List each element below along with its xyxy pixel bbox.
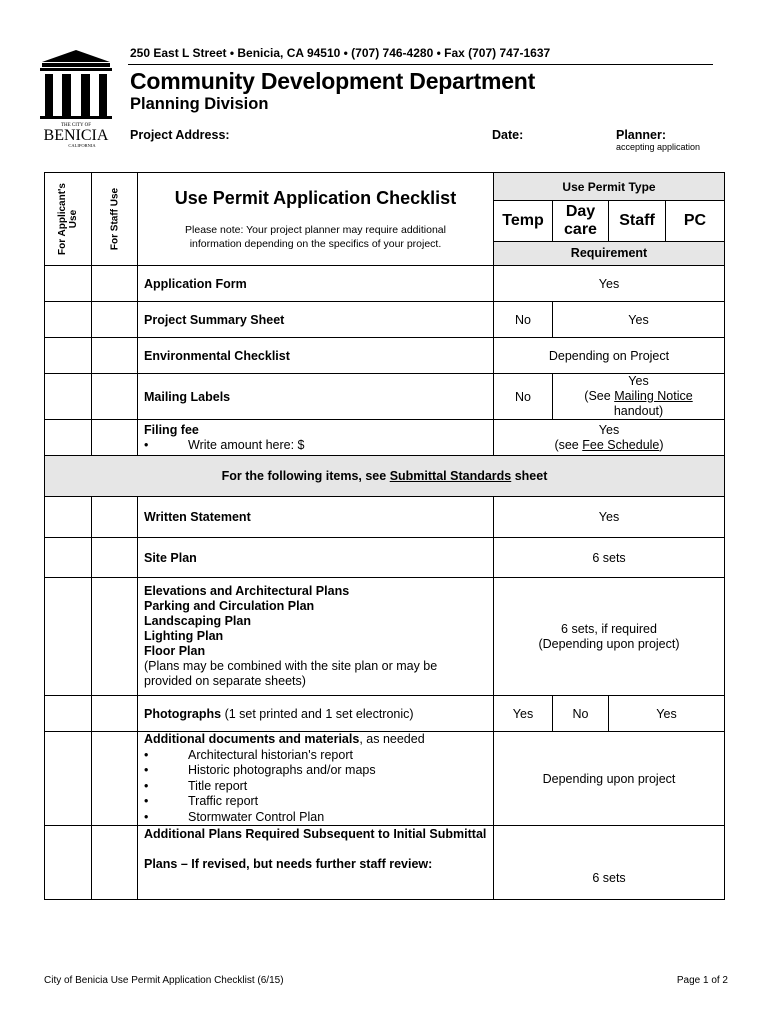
type-daycare: Day care [553, 201, 609, 241]
department-title: Community Development Department [130, 68, 536, 94]
staff-use-column-header: For Staff Use [92, 173, 138, 266]
city-logo [38, 46, 114, 150]
requirement-temp: Yes [494, 696, 553, 732]
page-number: Page 1 of 2 [676, 975, 728, 986]
logo-sub-text: CALIFORNIA [68, 143, 96, 148]
applicant-checkbox[interactable] [45, 338, 92, 374]
checklist-title: Use Permit Application Checklist [174, 187, 457, 208]
requirement-value: Depending upon project [494, 732, 725, 826]
staff-checkbox[interactable] [92, 732, 138, 826]
table-row [45, 826, 725, 900]
requirement-value: Yes [494, 266, 725, 302]
item-label: Filing fee [144, 422, 199, 437]
checklist-note: Please note: Your project planner may require additional information depending on the specifics of your project. [185, 223, 446, 250]
requirement-value: Yes [494, 497, 725, 538]
requirement-temp: No [494, 302, 553, 338]
planner-note: accepting application [616, 142, 701, 152]
staff-checkbox[interactable] [92, 338, 138, 374]
list-item: • Title report [144, 778, 248, 793]
logo-city-name: BENICIA [43, 127, 109, 144]
requirement-value: Yes (see Fee Schedule) [494, 420, 725, 456]
item-label: Photographs (1 set printed and 1 set electronic) [138, 696, 494, 732]
requirement-value: Yes [553, 302, 725, 338]
submittal-standards-link[interactable]: Submittal Standards [389, 469, 512, 483]
subsequent-plans-cell: Additional Plans Required Subsequent to Initial Submittal Plans – If revised, but needs further staff review: [138, 826, 494, 900]
city-hall-logo-icon [38, 46, 114, 150]
table-row [45, 578, 725, 696]
requirement-temp: No [494, 374, 553, 420]
requirement-header: Requirement [494, 241, 725, 265]
division-title: Planning Division [130, 95, 269, 113]
applicant-use-column-header: For Applicant's Use [45, 173, 92, 266]
applicant-checkbox[interactable] [45, 497, 92, 538]
project-address-label: Project Address: [130, 128, 230, 142]
applicant-checkbox[interactable] [45, 732, 92, 826]
mailing-notice-link[interactable]: Mailing Notice [614, 389, 693, 403]
item-label: Environmental Checklist [138, 338, 494, 374]
footer-left: City of Benicia Use Permit Application Checklist (6/15) [44, 975, 284, 986]
applicant-checkbox[interactable] [45, 266, 92, 302]
table-row [45, 338, 725, 374]
submittal-standards-section: For the following items, see Submittal Standards sheet [45, 456, 725, 497]
table-row [45, 374, 725, 420]
staff-checkbox[interactable] [92, 420, 138, 456]
item-label: Mailing Labels [138, 374, 494, 420]
table-row [45, 266, 725, 302]
table-row [45, 538, 725, 578]
fee-amount-field[interactable]: Write amount here: $ [188, 437, 305, 452]
applicant-checkbox[interactable] [45, 826, 92, 900]
requirement-value: Depending on Project [494, 338, 725, 374]
requirement-value: 6 sets [494, 826, 725, 900]
item-label: Application Form [138, 266, 494, 302]
table-row [45, 696, 725, 732]
header-rule [128, 64, 713, 65]
filing-fee-cell: Filing fee • Write amount here: $ [138, 420, 494, 456]
item-label: Site Plan [138, 538, 494, 578]
additional-docs-cell: Additional documents and materials, as needed • Architectural historian's report • Historic photographs and/or maps • Title report • Traffic report • Stormwater Control Plan [138, 732, 494, 826]
staff-checkbox[interactable] [92, 497, 138, 538]
use-permit-type-header: Use Permit Type [494, 173, 725, 201]
item-label: Project Summary Sheet [138, 302, 494, 338]
requirement-value: 6 sets [494, 538, 725, 578]
type-temp: Temp [494, 201, 553, 241]
checklist-title-cell [138, 173, 494, 266]
item-label: Written Statement [138, 497, 494, 538]
applicant-checkbox[interactable] [45, 578, 92, 696]
date-label: Date: [492, 128, 524, 142]
applicant-checkbox[interactable] [45, 374, 92, 420]
applicant-checkbox[interactable] [45, 302, 92, 338]
table-row [45, 497, 725, 538]
staff-checkbox[interactable] [92, 374, 138, 420]
table-row [45, 302, 725, 338]
staff-checkbox[interactable] [92, 826, 138, 900]
applicant-checkbox[interactable] [45, 696, 92, 732]
staff-checkbox[interactable] [92, 302, 138, 338]
plans-cell: Elevations and Architectural Plans Parking and Circulation Plan Landscaping Plan Lighting Plan Floor Plan (Plans may be combined with the site plan or may be provided on separate sheets) [138, 578, 494, 696]
planner-label: Planner: [616, 128, 667, 142]
requirement-value: Yes [609, 696, 725, 732]
staff-checkbox[interactable] [92, 696, 138, 732]
requirement-daycare: No [553, 696, 609, 732]
fee-schedule-link[interactable]: Fee Schedule [582, 437, 660, 452]
requirement-value: 6 sets, if required (Depending upon project) [494, 578, 725, 696]
list-item: • Architectural historian's report [144, 747, 353, 762]
address-line: 250 East L Street • Benicia, CA 94510 • (707) 746-4280 • Fax (707) 747-1637 [130, 46, 551, 60]
applicant-checkbox[interactable] [45, 538, 92, 578]
requirement-value: Yes (See Mailing Notice handout) [553, 374, 725, 420]
staff-checkbox[interactable] [92, 266, 138, 302]
staff-checkbox[interactable] [92, 538, 138, 578]
checklist-table [44, 172, 725, 900]
table-row [45, 420, 725, 456]
type-staff: Staff [609, 201, 666, 241]
logo-small-text: THE CITY OF [60, 123, 92, 128]
list-item: • Stormwater Control Plan [144, 809, 325, 824]
table-row [45, 732, 725, 826]
type-pc: PC [666, 201, 725, 241]
applicant-checkbox[interactable] [45, 420, 92, 456]
list-item: • Historic photographs and/or maps [144, 763, 376, 777]
list-item: • Traffic report [144, 794, 259, 808]
staff-checkbox[interactable] [92, 578, 138, 696]
